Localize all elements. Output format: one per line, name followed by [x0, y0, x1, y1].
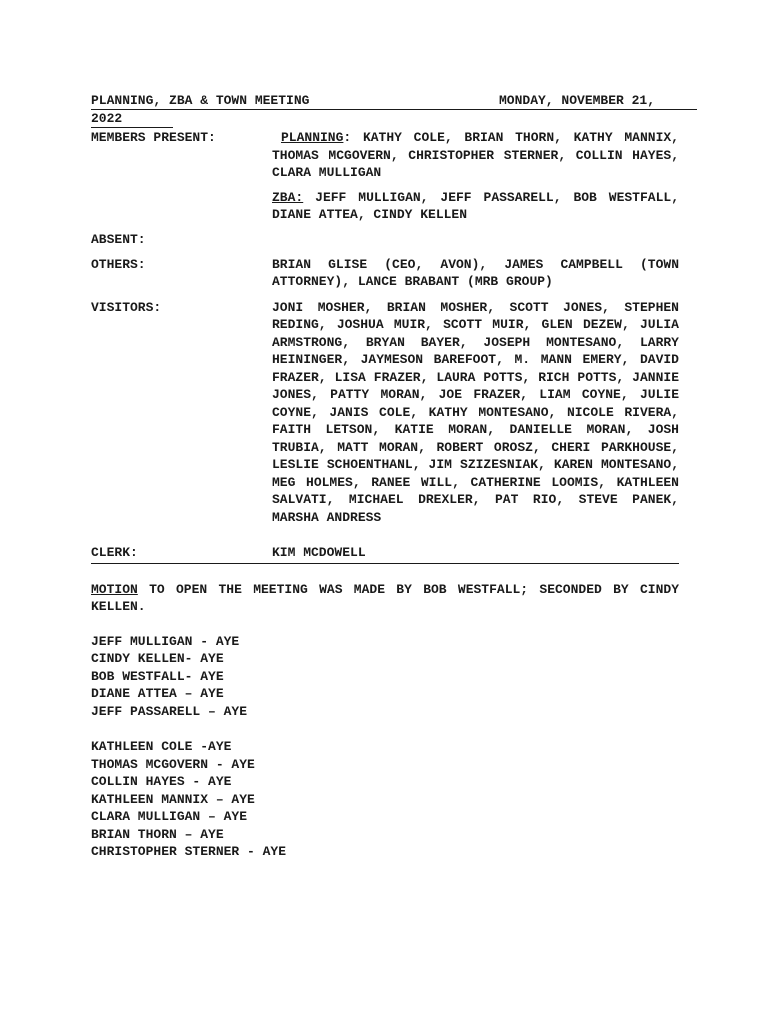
planning-vote-list — [91, 738, 679, 861]
vote-line: DIANE ATTEA – AYE — [91, 686, 224, 701]
planning-member-names: : KATHY COLE, BRIAN THORN, KATHY MANNIX, THOMAS MCGOVERN, CHRISTOPHER STERNER, COLLIN HAYES, CLARA MULLIGAN — [272, 130, 679, 180]
visitors-label: VISITORS: — [91, 299, 162, 315]
planning-members — [272, 129, 679, 182]
clerk-section — [91, 544, 679, 564]
motion-paragraph — [91, 581, 679, 616]
motion-text: TO OPEN THE MEETING WAS MADE BY BOB WESTFALL; SECONDED BY CINDY KELLEN. — [91, 581, 679, 614]
others-section — [91, 256, 679, 291]
visitors-value: JONI MOSHER, BRIAN MOSHER, SCOTT JONES, STEPHEN REDING, JOSHUA MUIR, SCOTT MUIR, GLEN DEZEW, JULIA ARMSTRONG, BRYAN BAYER, JOSEPH MONTESANO, LARRY HEININGER, JAYMESON BAREFOOT, M. MANN EMERY, DAVID FRAZER, LISA FRAZER, LAURA POTTS, RICH POTTS, JANNIE JONES, PATTY MORAN, JOE FRAZER, LIAM COYNE, JULIE COYNE, JANIS COLE, KATHY MONTESANO, NICOLE RIVERA, FAITH LETSON, KATIE MORAN, DANIELLE MORAN, JOSH TRUBIA, MATT MORAN, ROBERT OROSZ, CHERI PARKHOUSE, LESLIE SCHOENTHANL, JIM SZIZESNIAK, KAREN MONTESANO, MEG HOLMES, RANEE WILL, CATHERINE LOOMIS, KATHLEEN SALVATI, MICHAEL DREXLER, PAT RIO, STEVE PANEK, MARSHA ANDRESS — [272, 299, 679, 525]
clerk-label: CLERK: — [91, 545, 138, 560]
members-present-section — [91, 129, 679, 224]
zba-label: ZBA: — [272, 189, 304, 205]
vote-line: BRIAN THORN – AYE — [91, 826, 224, 842]
meeting-date: MONDAY, NOVEMBER 21, — [499, 93, 656, 108]
header-line — [91, 92, 697, 110]
vote-line: CINDY KELLEN- AYE — [91, 651, 224, 666]
others-label: OTHERS: — [91, 256, 146, 272]
vote-line: JEFF MULLIGAN - AYE — [91, 633, 240, 649]
motion-keyword: MOTION — [91, 581, 138, 597]
visitors-section — [91, 299, 679, 527]
planning-label: PLANNING — [281, 130, 344, 145]
absent-section — [91, 231, 679, 249]
vote-line: KATHLEEN MANNIX – AYE — [91, 791, 255, 807]
vote-line: THOMAS MCGOVERN - AYE — [91, 756, 255, 772]
others-value: BRIAN GLISE (CEO, AVON), JAMES CAMPBELL (TOWN ATTORNEY), LANCE BRABANT (MRB GROUP) — [272, 256, 679, 289]
members-present-label: MEMBERS PRESENT: — [91, 130, 216, 145]
vote-line: COLLIN HAYES - AYE — [91, 774, 232, 789]
zba-vote-list — [91, 633, 679, 721]
zba-member-names: JEFF MULLIGAN, JEFF PASSARELL, BOB WESTFALL, DIANE ATTEA, CINDY KELLEN — [272, 189, 679, 222]
meeting-year: 2022 — [91, 110, 173, 128]
vote-line: BOB WESTFALL- AYE — [91, 668, 224, 684]
absent-label: ABSENT: — [91, 231, 146, 247]
clerk-value: KIM MCDOWELL — [272, 545, 366, 560]
vote-line: JEFF PASSARELL – AYE — [91, 703, 248, 719]
minutes-page — [91, 92, 679, 861]
vote-line: CLARA MULLIGAN – AYE — [91, 809, 248, 824]
vote-line: CHRISTOPHER STERNER - AYE — [91, 844, 287, 859]
zba-members — [272, 189, 679, 224]
meeting-title: PLANNING, ZBA & TOWN MEETING — [91, 93, 310, 108]
vote-line: KATHLEEN COLE -AYE — [91, 739, 232, 754]
document-header — [91, 92, 679, 128]
